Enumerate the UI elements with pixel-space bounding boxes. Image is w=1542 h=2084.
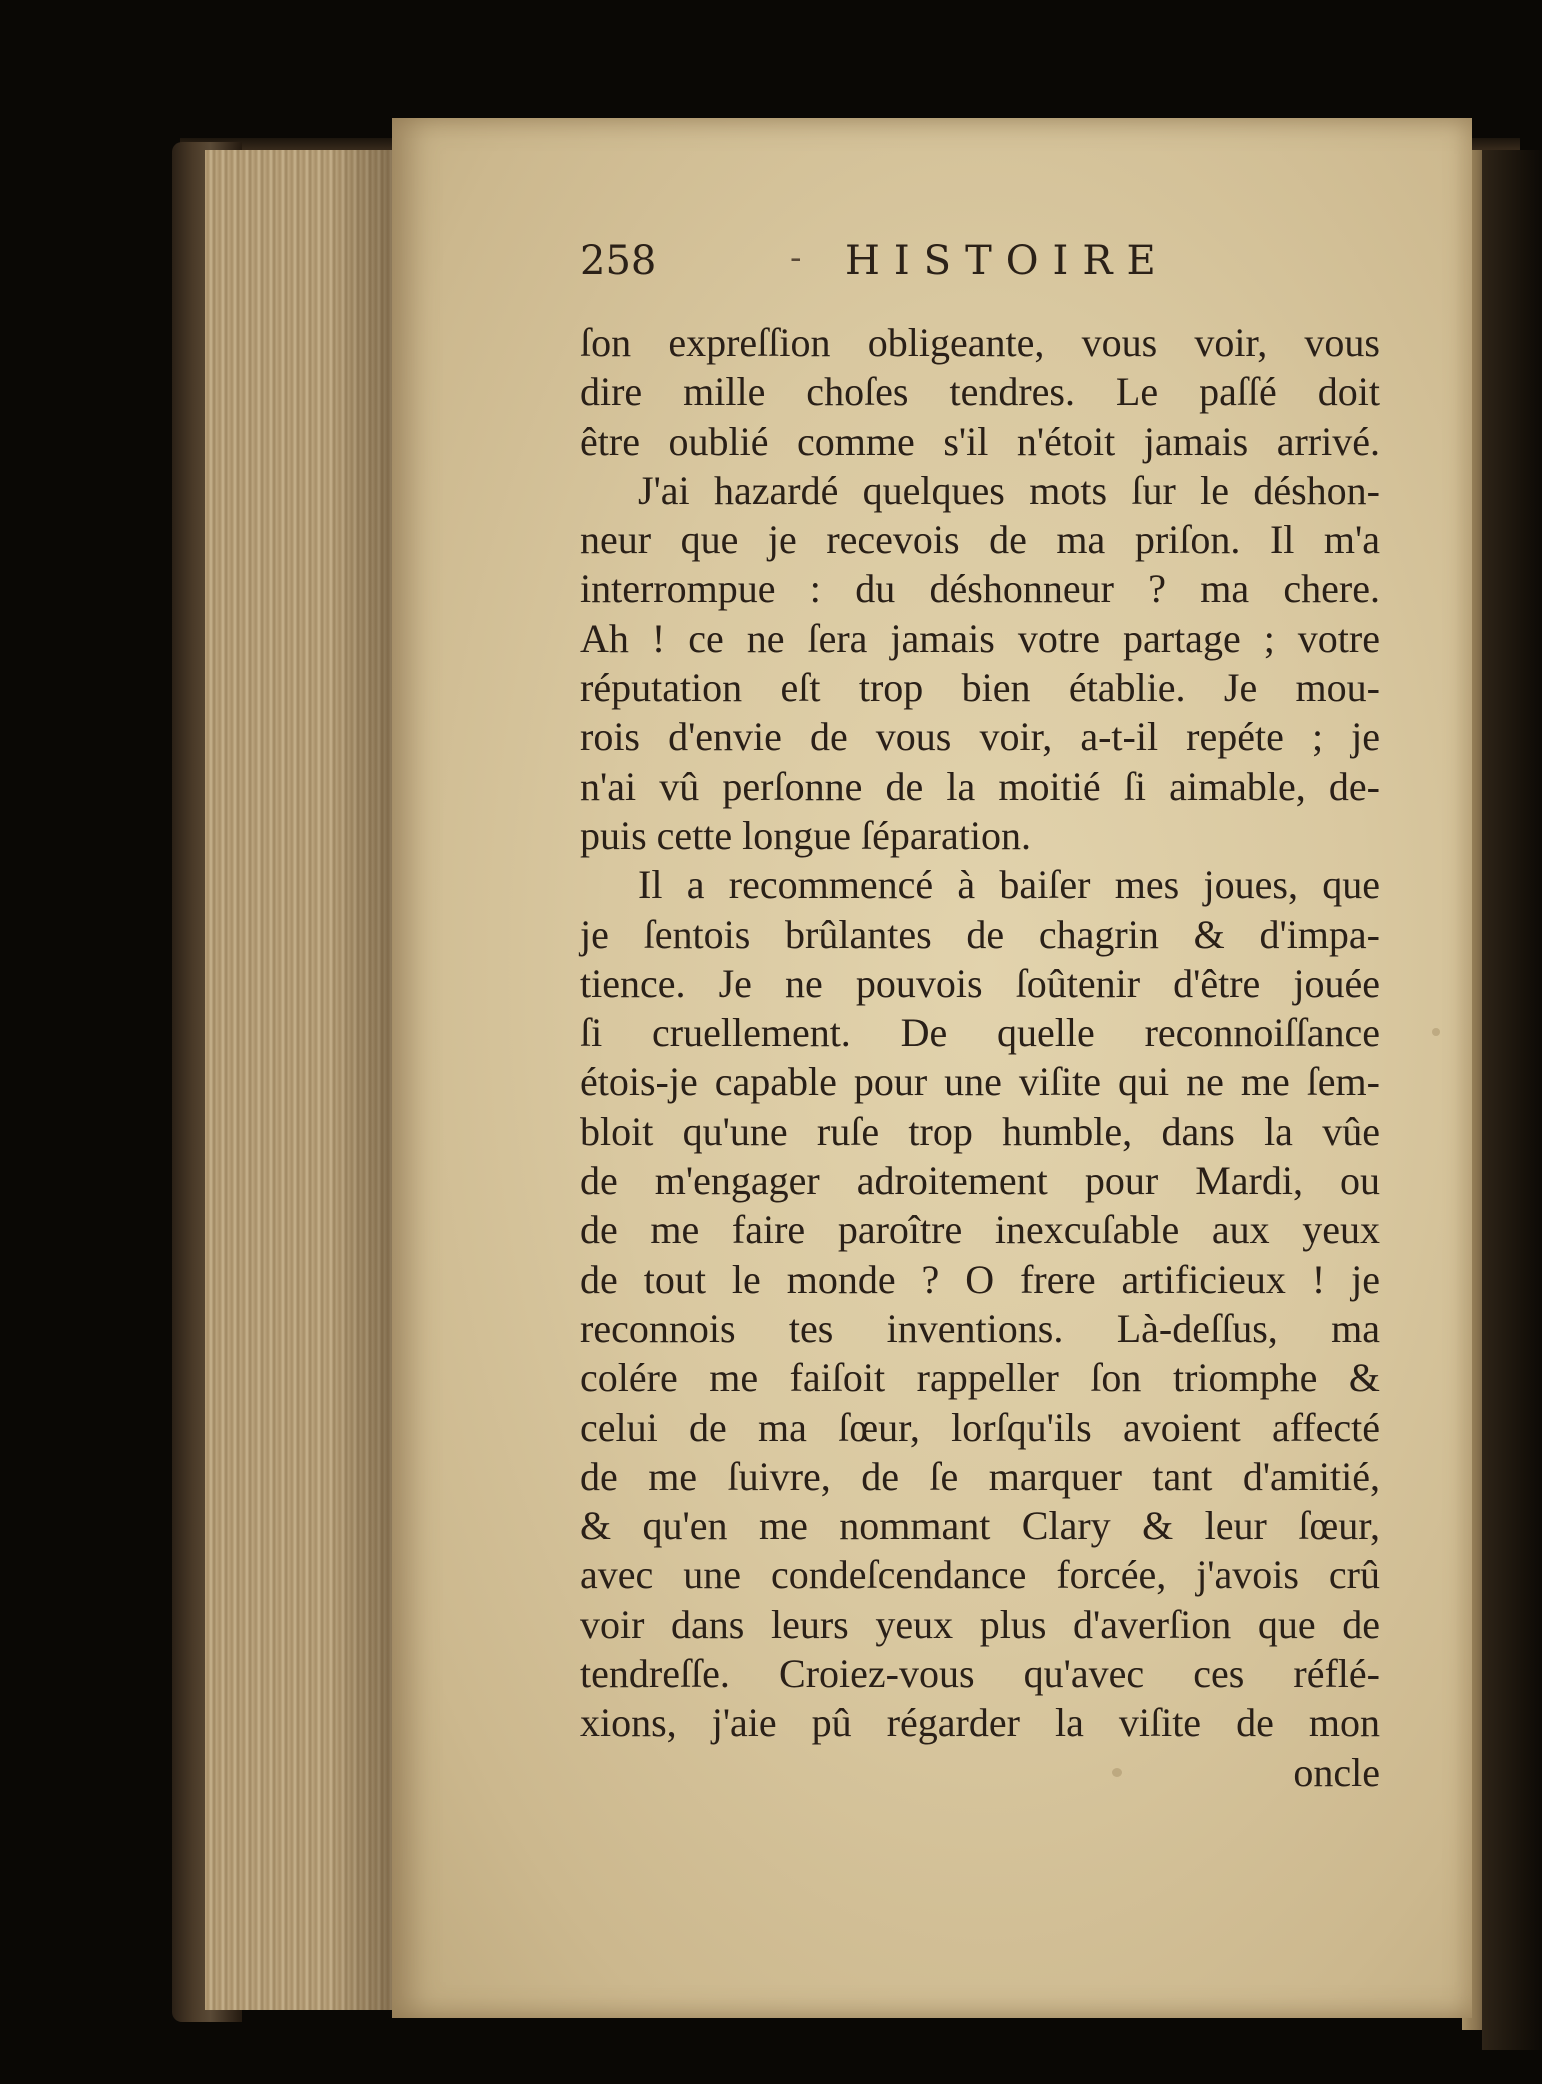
page-header <box>580 238 1380 298</box>
text-line: rois d'envie de vous voir, a-t-il repéte ; je <box>580 714 1380 760</box>
text-line: Il a recommencé à baiſer mes joues, que <box>638 862 1380 908</box>
body-text <box>580 318 1380 1797</box>
text-line: colére me faiſoit rappeller ſon triomphe & <box>580 1355 1380 1401</box>
text-line: puis cette longue ſéparation. <box>580 812 1031 858</box>
text-line: dire mille choſes tendres. Le paſſé doit <box>580 369 1380 415</box>
text-line: J'ai hazardé quelques mots ſur le déshon- <box>638 467 1380 513</box>
catchword: oncle <box>1293 1749 1380 1795</box>
text-line: bloit qu'une ruſe trop humble, dans la vûe <box>580 1108 1380 1154</box>
text-line: je ſentois brûlantes de chagrin & d'impa- <box>580 911 1380 957</box>
text-line: xions, j'aie pû régarder la viſite de mon <box>580 1700 1380 1746</box>
foxing-spot <box>1432 1028 1440 1036</box>
text-line: réputation eſt trop bien établie. Je mou- <box>580 665 1380 711</box>
header-separator: - <box>790 238 802 278</box>
running-head: HISTOIRE <box>845 238 1170 284</box>
text-line: avec une condeſcendance forcée, j'avois crû <box>580 1552 1380 1598</box>
text-line: Ah ! ce ne ſera jamais votre partage ; votre <box>580 615 1380 661</box>
text-line: tience. Je ne pouvois ſoûtenir d'être jouée <box>580 960 1380 1006</box>
text-line: & qu'en me nommant Clary & leur ſœur, <box>580 1503 1380 1549</box>
text-line: de tout le monde ? O frere artificieux ! je <box>580 1256 1380 1302</box>
text-line: reconnois tes inventions. Là-deſſus, ma <box>580 1305 1380 1351</box>
text-line: voir dans leurs yeux plus d'averſion que de <box>580 1601 1380 1647</box>
text-line: ſi cruellement. De quelle reconnoiſſance <box>580 1010 1380 1056</box>
text-line: celui de ma ſœur, lorſqu'ils avoient affecté <box>580 1404 1380 1450</box>
page-number: 258 <box>580 238 657 284</box>
text-line: de me faire paroître inexcuſable aux yeux <box>580 1207 1380 1253</box>
text-line: interrompue : du déshonneur ? ma chere. <box>580 566 1380 612</box>
text-line: neur que je recevois de ma priſon. Il m'a <box>580 517 1380 563</box>
text-line: ſon expreſſion obligeante, vous voir, vous <box>580 320 1380 365</box>
text-line: de m'engager adroitement pour Mardi, ou <box>580 1158 1380 1204</box>
text-line: tendreſſe. Croiez-vous qu'avec ces réflé- <box>580 1651 1380 1697</box>
text-line: de me ſuivre, de ſe marquer tant d'amitié, <box>580 1453 1380 1499</box>
book-cover-right-edge <box>1482 150 1542 2050</box>
text-line: être oublié comme s'il n'étoit jamais arrivé. <box>580 418 1380 464</box>
text-line: n'ai vû perſonne de la moitié ſi aimable, de- <box>580 763 1380 809</box>
text-line: étois-je capable pour une viſite qui ne me ſem- <box>580 1059 1380 1105</box>
